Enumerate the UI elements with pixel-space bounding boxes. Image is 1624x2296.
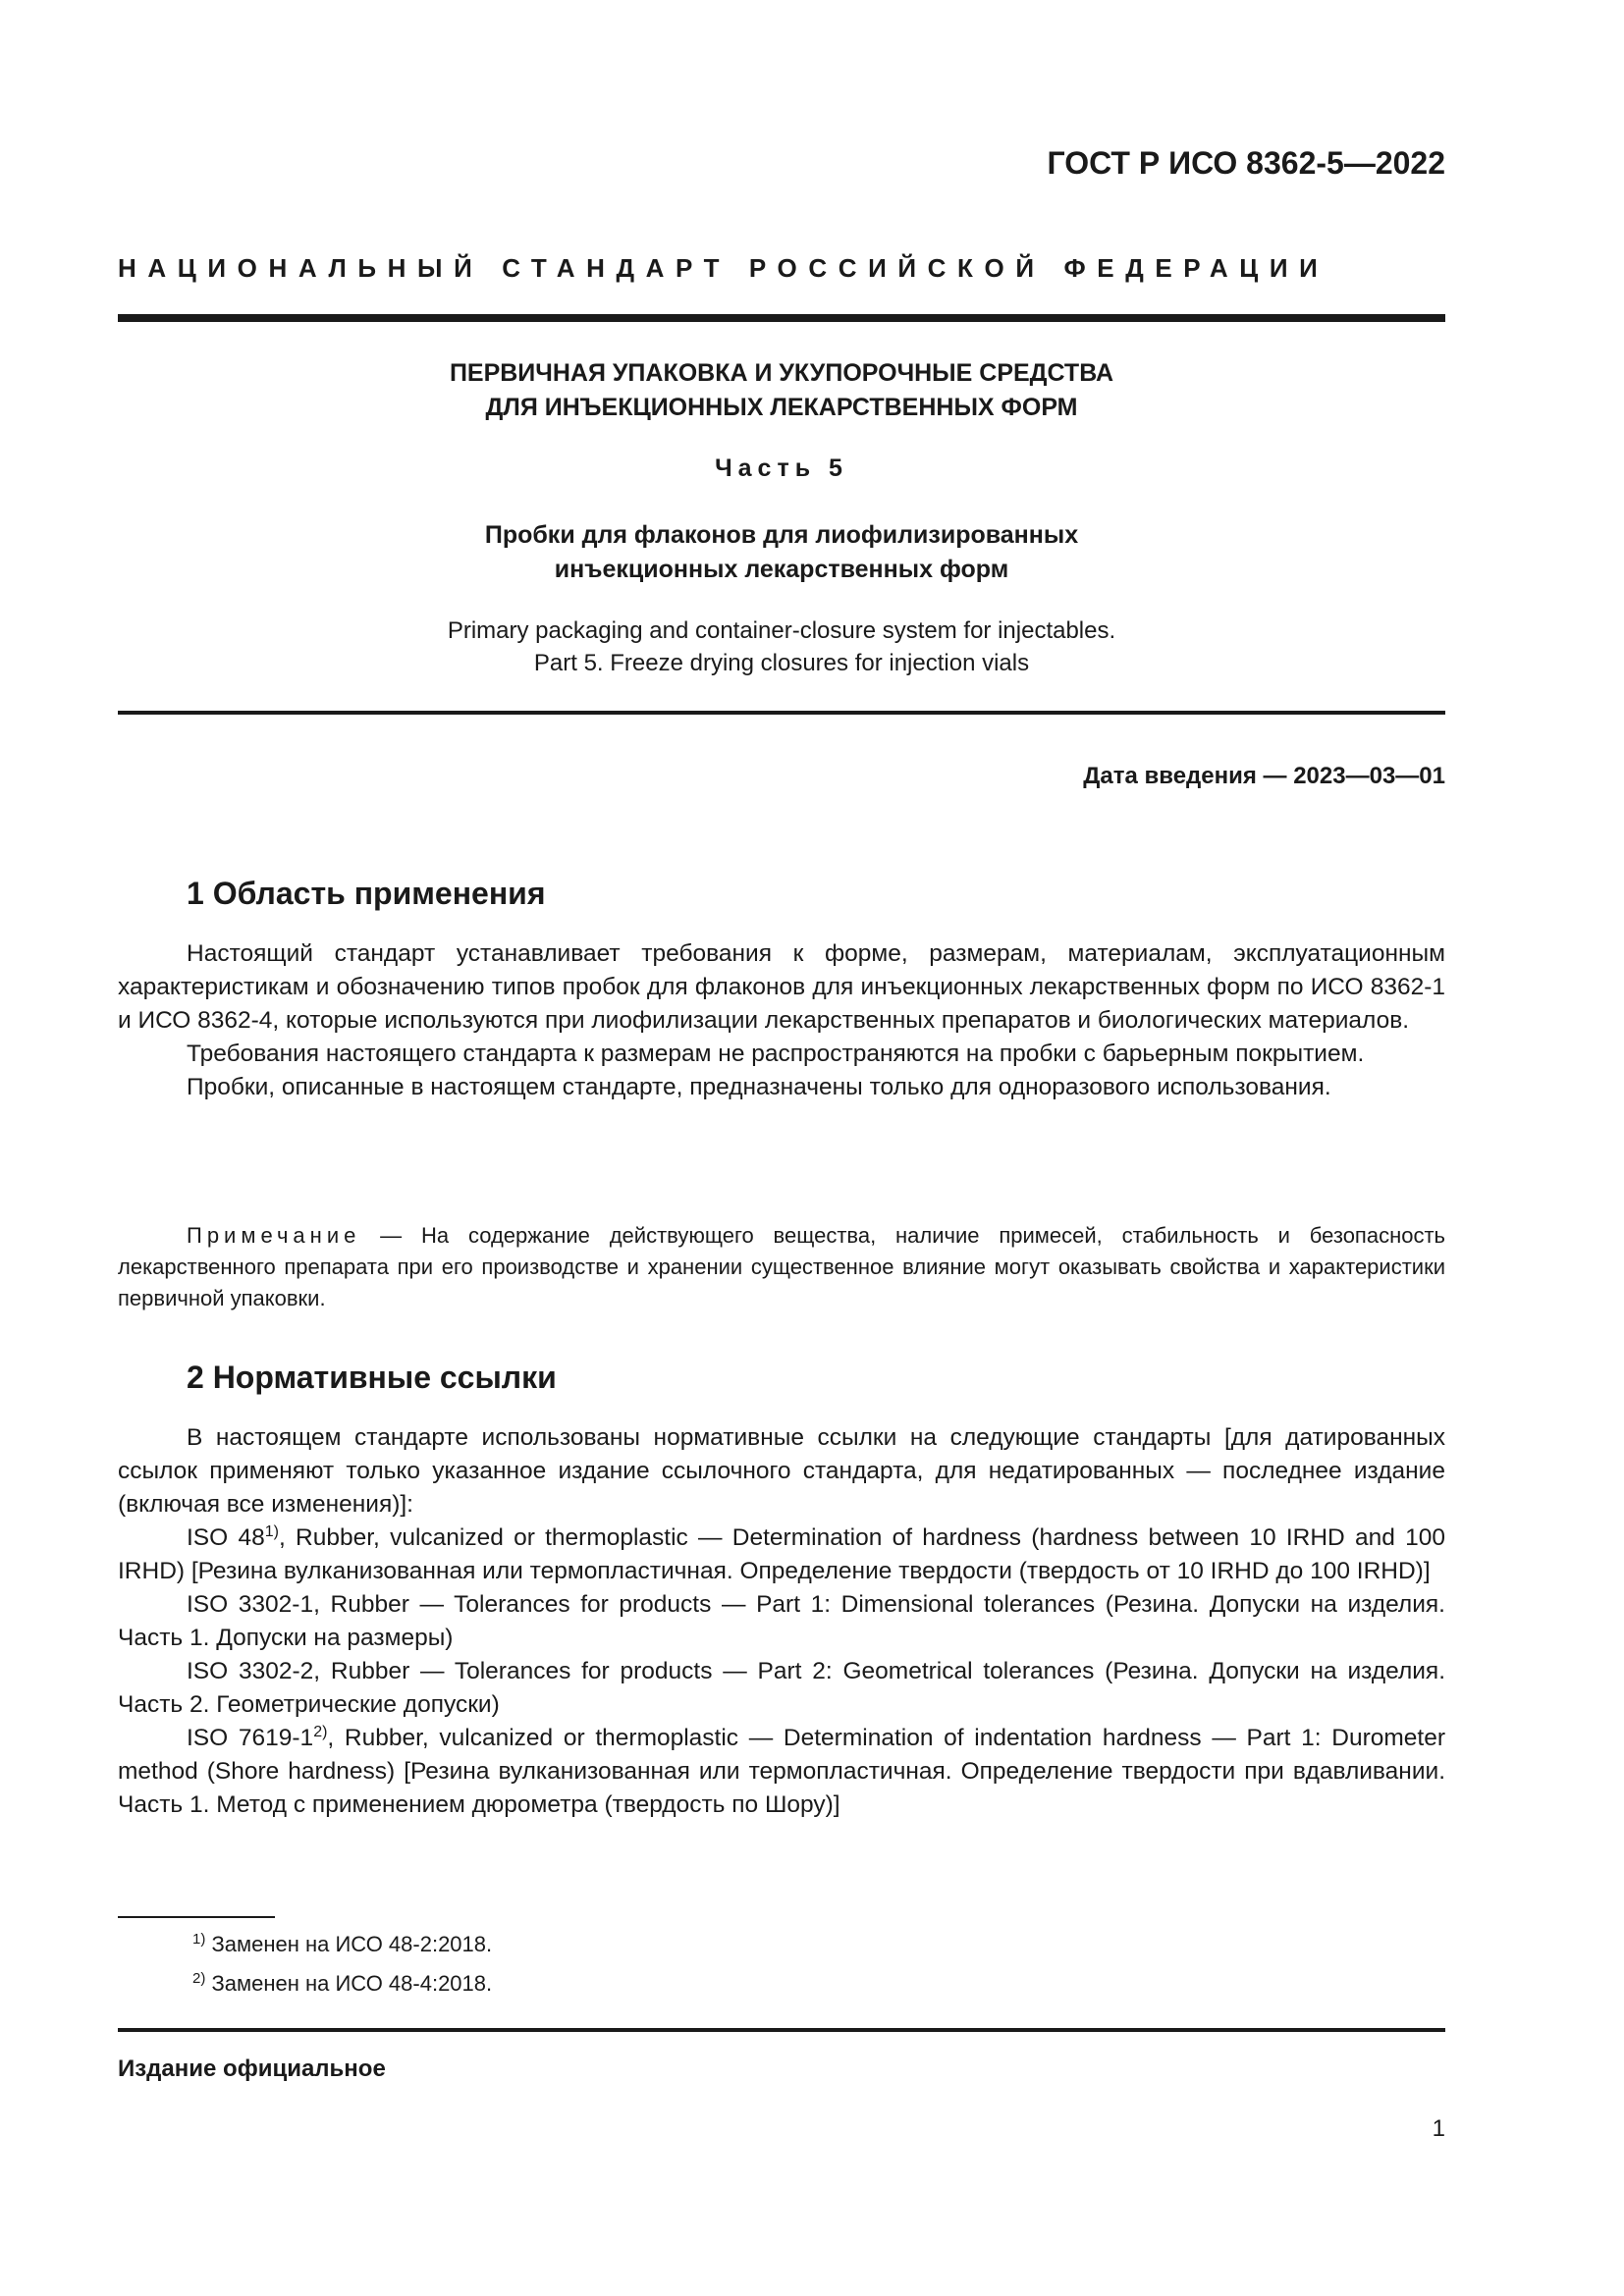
footnote-mark: 1) [264,1523,279,1540]
reference-item [118,1522,1445,1588]
title-rule [118,711,1445,715]
footnote-text: Заменен на ИСО 48-2:2018. [205,1932,493,1956]
paragraph: Требования настоящего стандарта к размерам не распространяются на пробки с барьерным покрытием. [187,1041,1365,1067]
english-title-line: Part 5. Freeze drying closures for injection vials [533,650,1030,676]
subtitle-line: инъекционных лекарственных форм [554,556,1009,583]
english-title [118,614,1445,679]
reference-text: , Rubber, vulcanized or thermoplastic — Determination of hardness (hardness between 10 IRHD and 100 IRHD) [Резина вулканизованная или термопластичная. Определение твердости (твердость от 10 IRHD до 100 IRHD)] [118,1524,1445,1584]
footnote-mark: 1) [192,1931,206,1948]
page-number: 1 [1432,2115,1445,2142]
reference-item [118,1722,1445,1822]
footnote [192,1932,492,1957]
section-1-heading: 1 Область применения [187,876,546,911]
date-of-introduction: Дата введения — 2023—03—01 [1083,763,1445,789]
footnote-text: Заменен на ИСО 48-4:2018. [205,1971,493,1996]
note-body: — На содержание действующего вещества, наличие примесей, стабильность и безопасность лекарственного препарата при его производстве и хранении существенное влияние могут оказывать свойства и характеристики первичной упаковки. [118,1223,1445,1310]
header-rule [118,314,1445,322]
document-title [118,356,1445,425]
reference-code: ISO 7619-1 [187,1725,314,1751]
footnote-mark: 2) [192,1970,206,1987]
paragraph: Настоящий стандарт устанавливает требования к форме, размерам, материалам, эксплуатационным характеристикам и обозначению типов пробок для флаконов для инъекционных лекарственных форм по ИСО 8362-1 и ИСО 8362-4, которые используются при лиофилизации лекарственных препаратов и биологических материалов. [118,940,1445,1034]
document-code: ГОСТ Р ИСО 8362-5—2022 [1047,145,1445,181]
reference-code: ISO 48 [187,1524,265,1551]
footnote [192,1971,492,1997]
part-number: Часть 5 [715,454,848,482]
reference-item: ISO 3302-1, Rubber — Tolerances for products — Part 1: Dimensional tolerances (Резина. Допуски на изделия. Часть 1. Допуски на размеры) [118,1591,1445,1651]
reference-item: ISO 3302-2, Rubber — Tolerances for products — Part 2: Geometrical tolerances (Резина. Допуски на изделия. Часть 2. Геометрические допуски) [118,1658,1445,1718]
section-1-body [118,937,1445,1104]
paragraph: Пробки, описанные в настоящем стандарте, предназначены только для одноразового использования. [187,1074,1331,1100]
section-2-heading: 2 Нормативные ссылки [187,1360,557,1395]
national-standard-header: НАЦИОНАЛЬНЫЙ СТАНДАРТ РОССИЙСКОЙ ФЕДЕРАЦИИ [118,253,1329,283]
note [118,1220,1445,1314]
title-line: ПЕРВИЧНАЯ УПАКОВКА И УКУПОРОЧНЫЕ СРЕДСТВА [449,359,1114,387]
edition-label: Издание официальное [118,2056,386,2082]
paragraph: В настоящем стандарте использованы нормативные ссылки на следующие стандарты [для датированных ссылок применяют только указанное издание ссылочного стандарта, для недатированных — последнее издание (включая все изменения)]: [118,1424,1445,1518]
footnote-separator [118,1916,275,1918]
document-subtitle [118,518,1445,587]
reference-text: , Rubber, vulcanized or thermoplastic — Determination of indentation hardness — Part 1: Durometer method (Shore hardness) [Резина вулканизованная или термопластичная. Определение твердости при вдавливании. Часть 1. Метод с применением дюрометра (твердость по Шору)] [118,1725,1445,1818]
english-title-line: Primary packaging and container-closure system for injectables. [447,617,1116,644]
title-line: ДЛЯ ИНЪЕКЦИОННЫХ ЛЕКАРСТВЕННЫХ ФОРМ [485,394,1078,421]
note-label: Примечание [187,1223,361,1248]
footnote-mark: 2) [313,1724,328,1740]
section-2-body [118,1421,1445,1822]
subtitle-line: Пробки для флаконов для лиофилизированных [484,521,1079,549]
footer-rule [118,2028,1445,2032]
